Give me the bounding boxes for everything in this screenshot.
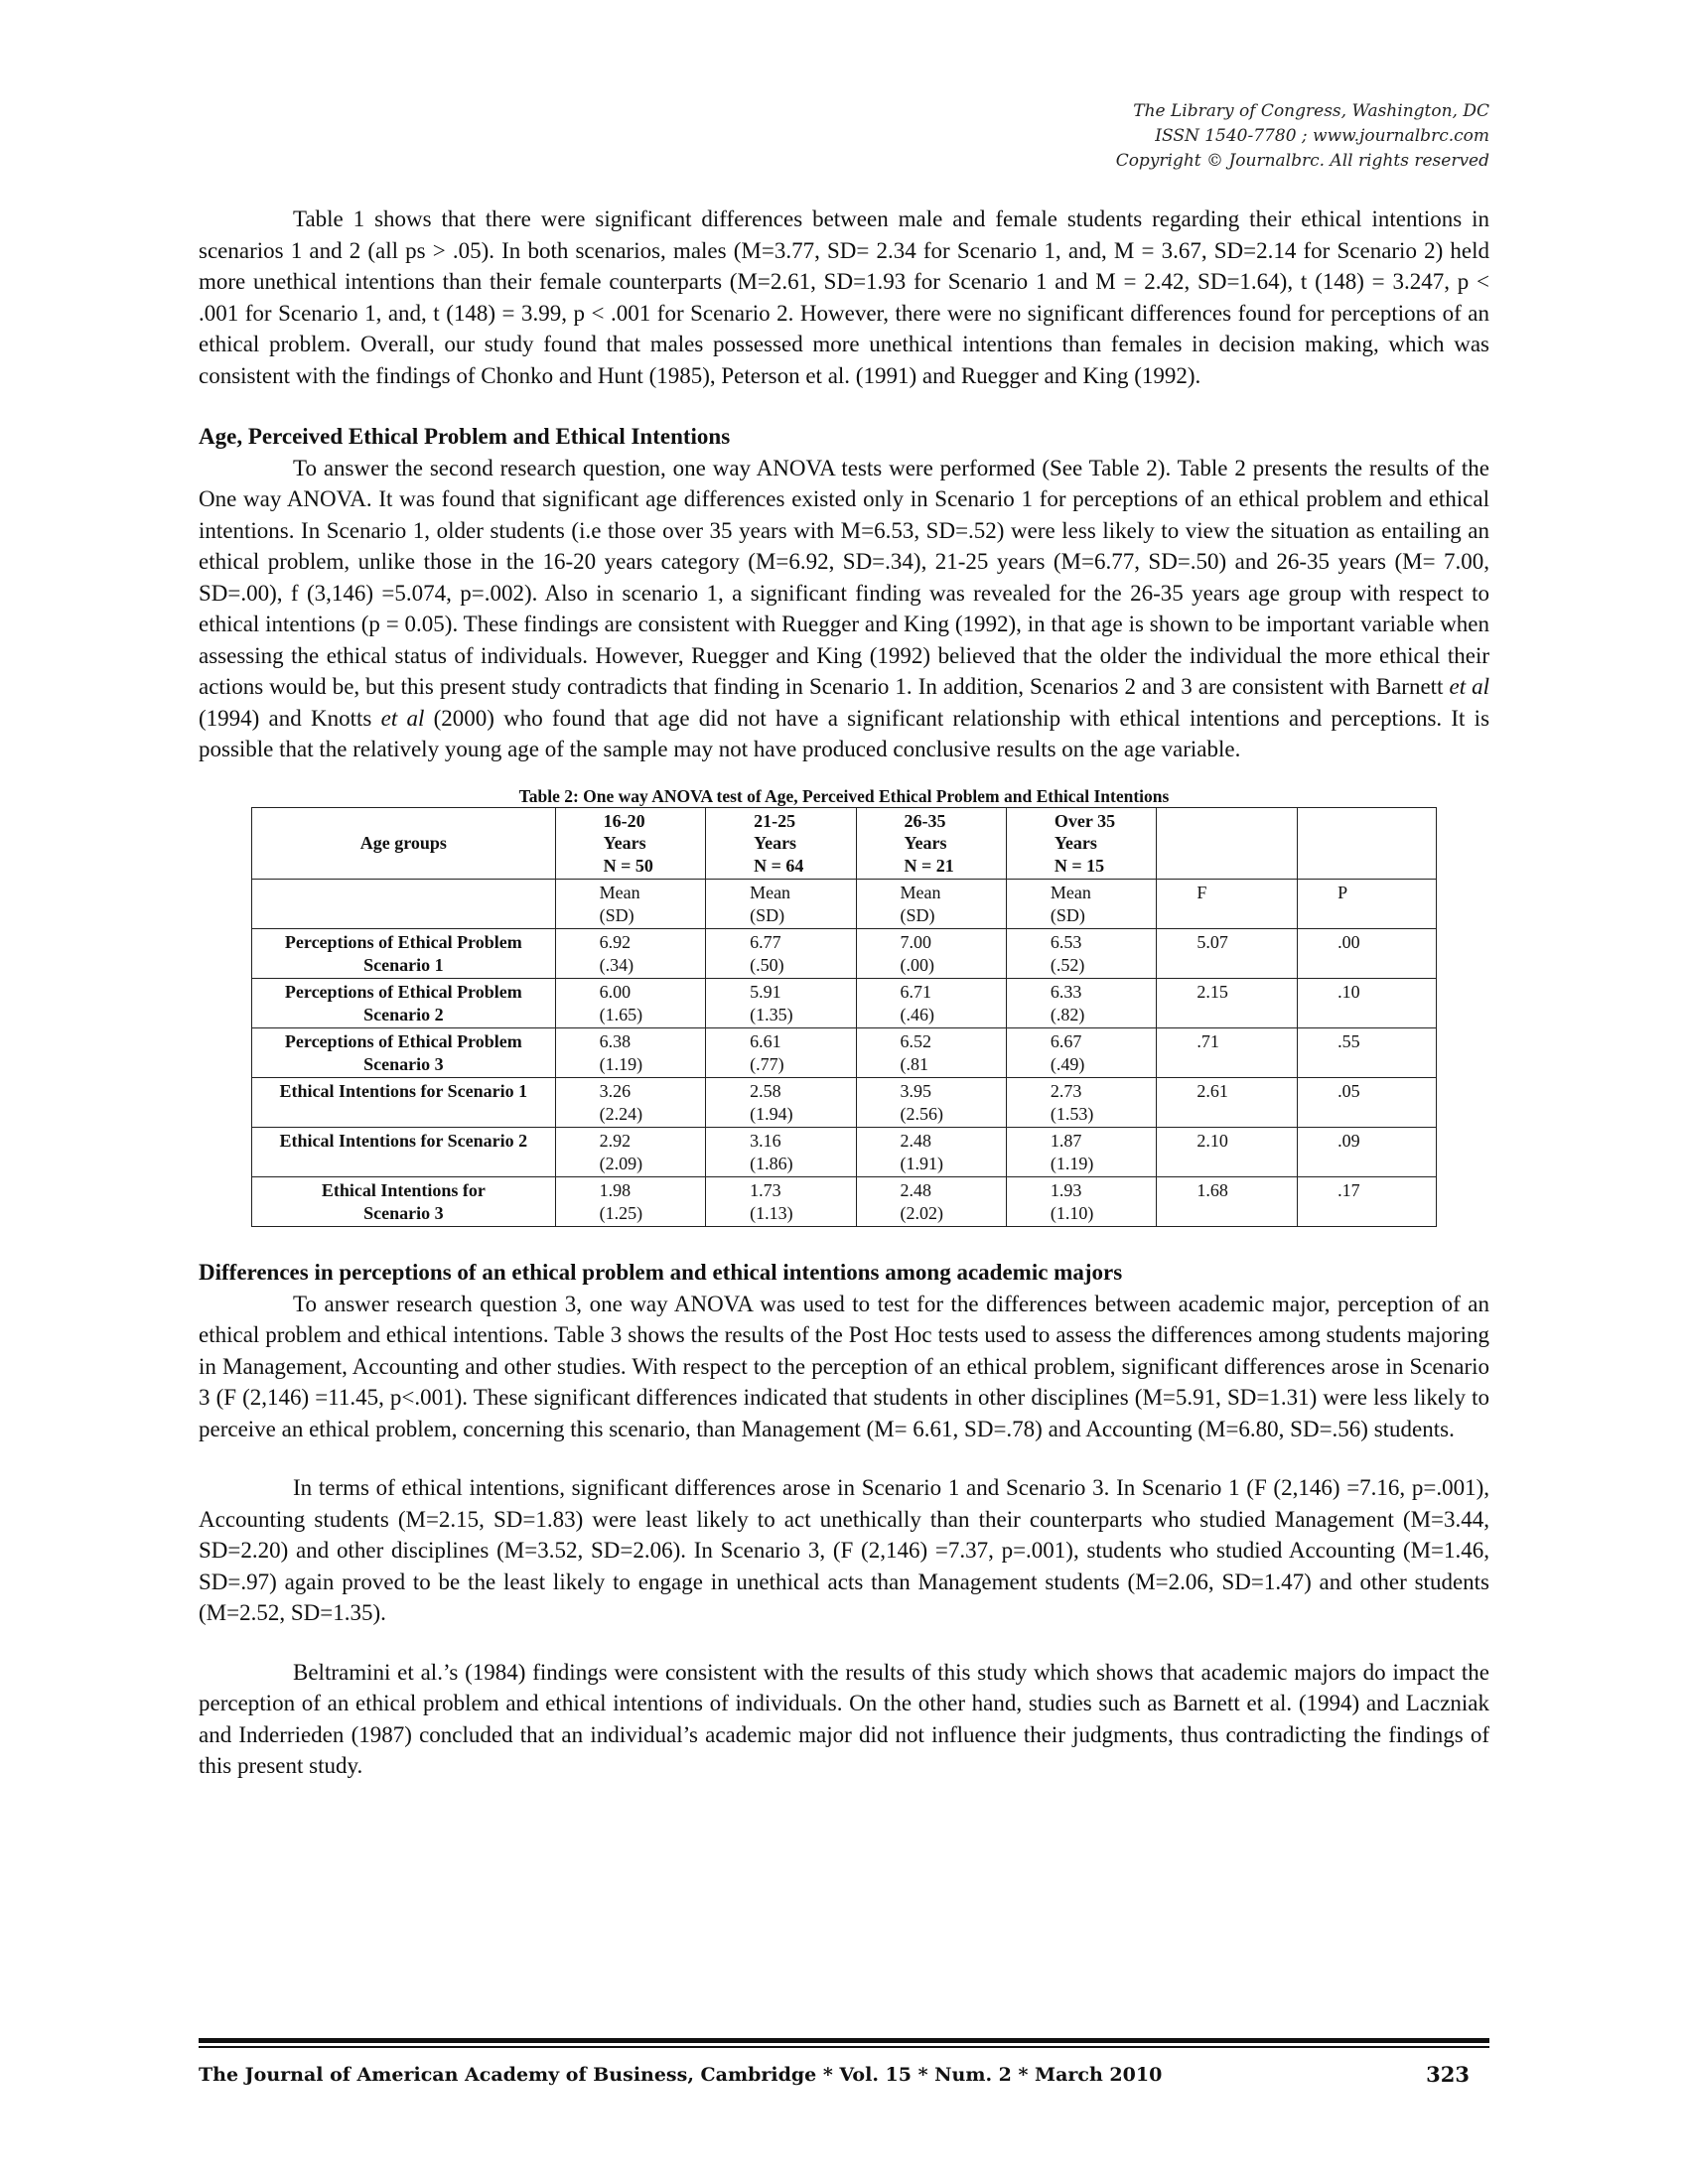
row-label: Perceptions of Ethical Problem Scenario 1 bbox=[252, 929, 556, 979]
table-row bbox=[252, 1078, 1437, 1128]
mean-sd-cell: 2.48 (2.02) bbox=[856, 1177, 1006, 1227]
section-heading-age: Age, Perceived Ethical Problem and Ethical Intentions bbox=[199, 424, 731, 449]
paragraph-age-results: To answer the second research question, one way ANOVA tests were performed (See Table 2). Table 2 presents the results of the One way ANOVA. It was found that significant age differences existed only in Scenario 1 for perceptions of an ethical problem and ethical intentions. In Scenario 1, older students (i.e those over 35 years with M=6.53, SD=.52) were less likely to view the situation as entailing an ethical problem, unlike those in the 16-20 years category (M=6.92, SD=.34), 21-25 years (M=6.77, SD=.50) and 26-35 years (M= 7.00, SD=.00), f (3,146) =5.074, p=.002). Also in scenario 1, a significant finding was revealed for the 26-35 years age group with respect to ethical intentions (p = 0.05). These findings are consistent with Ruegger and King (1992), in that age is shown to be important variable when assessing the ethical status of individuals. However, Ruegger and King (1992) believed that the older the individual the more ethical their actions would be, but this present study contradicts that finding in Scenario 1. In addition, Scenarios 2 and 3 are consistent with Barnett et al (1994) and Knotts et al (2000) who found that age did not have a significant relationship with ethical intentions and perceptions. It is possible that the relatively young age of the sample may not have produced conclusive results on the age variable. bbox=[199, 455, 1490, 761]
row-label: Ethical Intentions for Scenario 2 bbox=[252, 1128, 556, 1177]
table-row bbox=[252, 1028, 1437, 1078]
mean-sd-cell: 3.95 (2.56) bbox=[856, 1078, 1006, 1128]
subheader-blank bbox=[252, 880, 556, 929]
table-row bbox=[252, 1177, 1437, 1227]
f-value-cell: 2.10 bbox=[1157, 1128, 1298, 1177]
p-value-cell: .09 bbox=[1298, 1128, 1437, 1177]
f-column-header: F bbox=[1157, 880, 1298, 929]
mean-sd-cell: 6.92 (.34) bbox=[555, 929, 705, 979]
mean-sd-cell: 6.53 (.52) bbox=[1006, 929, 1156, 979]
paragraph-gender-results: Table 1 shows that there were significant differences between male and female students regarding their ethical intentions in scenarios 1 and 2 (all ps > .05). In both scenarios, males (M=3.77, SD= 2.34 for Scenario 1, and, M = 3.67, SD=2.14 for Scenario 2) held more unethical intentions than their female counterparts (M=2.61, SD=1.93 for Scenario 1 and M = 2.42, SD=1.64), t (148) = 3.247, p < .001 for Scenario 1, and, t (148) = 3.99, p < .001 for Scenario 2. However, there were no significant differences found for perceptions of an ethical problem. Overall, our study found that males possessed more unethical intentions than females in decision making, which was consistent with the findings of Chonko and Hunt (1985), Peterson et al. (1991) and Ruegger and King (1992). bbox=[199, 206, 1489, 388]
p-value-cell: .55 bbox=[1298, 1028, 1437, 1078]
table-row bbox=[252, 1128, 1437, 1177]
mean-sd-cell: 2.92 (2.09) bbox=[555, 1128, 705, 1177]
mean-sd-cell: 6.61 (.77) bbox=[706, 1028, 856, 1078]
f-value-cell: 5.07 bbox=[1157, 929, 1298, 979]
page-number: 323 bbox=[1426, 2062, 1470, 2087]
paragraph-intentions-results: In terms of ethical intentions, significant differences arose in Scenario 1 and Scenario 3. In Scenario 1 (F (2,146) =7.16, p=.001), Accounting students (M=2.15, SD=1.83) were least likely to act unethically than their counterparts who studied Management (M=3.44, SD=2.20) and other disciplines (M=3.52, SD=2.06). In Scenario 3, (F (2,146) =7.37, p=.001), students who studied Accounting (M=1.46, SD=.97) again proved to be the least likely to engage in unethical acts than Management students (M=2.06, SD=1.47) and other students (M=2.52, SD=1.35). bbox=[199, 1475, 1489, 1625]
f-value-cell: 1.68 bbox=[1157, 1177, 1298, 1227]
mean-sd-cell: 6.67 (.49) bbox=[1006, 1028, 1156, 1078]
mean-sd-cell: 6.71 (.46) bbox=[856, 979, 1006, 1028]
p-value-cell: .17 bbox=[1298, 1177, 1437, 1227]
p-value-cell: .10 bbox=[1298, 979, 1437, 1028]
header-copyright-line: Copyright © Journalbrc. All rights reserved bbox=[1115, 151, 1489, 171]
mean-sd-cell: 1.87 (1.19) bbox=[1006, 1128, 1156, 1177]
paragraph-discussion: Beltramini et al.’s (1984) findings were consistent with the results of this study which shows that academic majors do impact the perception of an ethical problem and ethical intentions of individuals. On the other hand, studies such as Barnett et al. (1994) and Laczniak and Inderrieden (1987) concluded that an individual’s academic major did not influence their judgments, thus contradicting the findings of this present study. bbox=[199, 1659, 1489, 1778]
footer-rule-thin bbox=[199, 2046, 1489, 2048]
mean-sd-cell: 2.58 (1.94) bbox=[706, 1078, 856, 1128]
group-header-2: 21-25 Years N = 64 bbox=[706, 807, 856, 880]
mean-sd-cell: 3.16 (1.86) bbox=[706, 1128, 856, 1177]
anova-table bbox=[251, 807, 1437, 1228]
row-label: Perceptions of Ethical Problem Scenario 2 bbox=[252, 979, 556, 1028]
mean-sd-cell: 6.33 (.82) bbox=[1006, 979, 1156, 1028]
f-value-cell: 2.61 bbox=[1157, 1078, 1298, 1128]
row-label: Perceptions of Ethical Problem Scenario 3 bbox=[252, 1028, 556, 1078]
mean-sd-cell: 6.77 (.50) bbox=[706, 929, 856, 979]
mean-sd-cell: 3.26 (2.24) bbox=[555, 1078, 705, 1128]
mean-sd-cell: 6.38 (1.19) bbox=[555, 1028, 705, 1078]
section-heading-majors: Differences in perceptions of an ethical problem and ethical intentions among academic majors bbox=[199, 1260, 1123, 1285]
table-2-caption: Table 2: One way ANOVA test of Age, Perceived Ethical Problem and Ethical Intentions bbox=[518, 785, 1170, 806]
anova-rows bbox=[252, 929, 1437, 1227]
mean-sd-header: Mean (SD) bbox=[856, 880, 1006, 929]
f-value-cell: 2.15 bbox=[1157, 979, 1298, 1028]
mean-sd-header: Mean (SD) bbox=[555, 880, 705, 929]
p-header-blank bbox=[1298, 807, 1437, 880]
table-subheader-row bbox=[252, 880, 1437, 929]
mean-sd-cell: 2.48 (1.91) bbox=[856, 1128, 1006, 1177]
mean-sd-cell: 6.00 (1.65) bbox=[555, 979, 705, 1028]
f-value-cell: .71 bbox=[1157, 1028, 1298, 1078]
p-value-cell: .05 bbox=[1298, 1078, 1437, 1128]
table-row bbox=[252, 929, 1437, 979]
mean-sd-cell: 2.73 (1.53) bbox=[1006, 1078, 1156, 1128]
mean-sd-header: Mean (SD) bbox=[1006, 880, 1156, 929]
article-body bbox=[199, 204, 1489, 1782]
table-row bbox=[252, 979, 1437, 1028]
table-header-row bbox=[252, 807, 1437, 880]
footer-rule-thick bbox=[199, 2038, 1489, 2043]
mean-sd-cell: 6.52 (.81 bbox=[856, 1028, 1006, 1078]
group-header-4: Over 35 Years N = 15 bbox=[1006, 807, 1156, 880]
mean-sd-cell: 7.00 (.00) bbox=[856, 929, 1006, 979]
p-value-cell: .00 bbox=[1298, 929, 1437, 979]
header-library-line: The Library of Congress, Washington, DC bbox=[1133, 101, 1489, 121]
p-column-header: P bbox=[1298, 880, 1437, 929]
footer-journal-title: The Journal of American Academy of Business, Cambridge * Vol. 15 * Num. 2 * March 2010 bbox=[199, 2064, 1163, 2086]
mean-sd-cell: 5.91 (1.35) bbox=[706, 979, 856, 1028]
group-header-3: 26-35 Years N = 21 bbox=[856, 807, 1006, 880]
header-issn-line: ISSN 1540-7780 ; www.journalbrc.com bbox=[1155, 126, 1489, 146]
running-header bbox=[1116, 99, 1489, 174]
paragraph-majors-results: To answer research question 3, one way ANOVA was used to test for the differences between academic major, perception of an ethical problem and ethical intentions. Table 3 shows the results of the Post Hoc tests used to assess the differences among students majoring in Management, Accounting and other studies. With respect to the perception of an ethical problem, significant differences arose in Scenario 3 (F (2,146) =11.45, p<.001). These significant differences indicated that students in other disciplines (M=5.91, SD=1.31) were less likely to perceive an ethical problem, concerning this scenario, than Management (M= 6.61, SD=.78) and Accounting (M=6.80, SD=.56) students. bbox=[199, 1291, 1489, 1441]
f-header-blank bbox=[1157, 807, 1298, 880]
age-groups-header: Age groups bbox=[252, 807, 556, 880]
mean-sd-cell: 1.93 (1.10) bbox=[1006, 1177, 1156, 1227]
mean-sd-cell: 1.98 (1.25) bbox=[555, 1177, 705, 1227]
mean-sd-header: Mean (SD) bbox=[706, 880, 856, 929]
group-header-1: 16-20 Years N = 50 bbox=[555, 807, 705, 880]
row-label: Ethical Intentions for Scenario 3 bbox=[252, 1177, 556, 1227]
row-label: Ethical Intentions for Scenario 1 bbox=[252, 1078, 556, 1128]
mean-sd-cell: 1.73 (1.13) bbox=[706, 1177, 856, 1227]
